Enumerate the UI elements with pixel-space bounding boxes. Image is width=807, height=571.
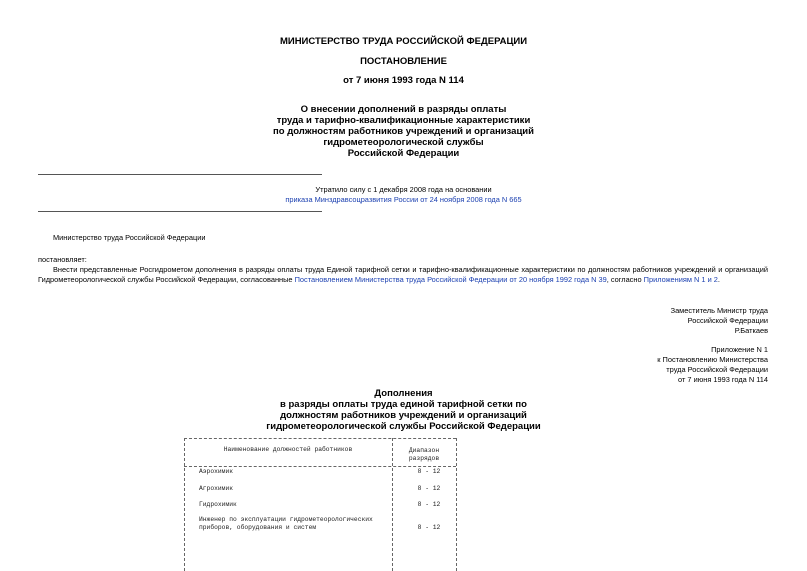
signature-line: Российской Федерации [687, 316, 768, 325]
body-text: . [717, 275, 720, 284]
body-text: Гидрометеорологической службы Российской Федерации, согласованные [38, 275, 295, 284]
position-name: Агрохимик [199, 485, 234, 492]
document-title-line: гидрометеорологической службы [323, 137, 484, 148]
repeal-order-link[interactable]: приказа Минздравсоцразвития России от 24 ноября 2008 года N 665 [285, 195, 522, 204]
document-title-line: труда и тарифно-квалификационные характеристики [276, 115, 531, 126]
appendix-title-line: Дополнения [374, 388, 433, 399]
document-title-line: О внесении дополнений в разряды оплаты [300, 104, 507, 115]
divider [38, 174, 322, 175]
column-header-name: Наименование должностей работников [223, 446, 353, 453]
appendices-link[interactable]: Приложениям N 1 и 2 [643, 275, 718, 284]
appendix-ref-line: труда Российской Федерации [666, 365, 768, 374]
document-date: от 7 июня 1993 года N 114 [343, 75, 464, 86]
document-type: ПОСТАНОВЛЕНИЕ [360, 56, 447, 67]
grade-range: 8 - 12 [417, 485, 441, 492]
body-text: , согласно [606, 275, 644, 284]
resolution-link[interactable]: Постановлением Министерства труда Российской Федерации от 20 ноября 1992 года N 39 [294, 275, 607, 284]
grade-range: 8 - 12 [417, 524, 441, 531]
ministry-heading: МИНИСТЕРСТВО ТРУДА РОССИЙСКОЙ ФЕДЕРАЦИИ [279, 36, 528, 47]
appendix-ref-line: Приложение N 1 [711, 345, 768, 354]
appendix-title-line: гидрометеорологической службы Российской Федерации [266, 421, 541, 432]
body-paragraph-line [38, 275, 778, 285]
position-name: приборов, оборудования и систем [199, 524, 317, 531]
position-name: Гидрохимик [199, 501, 237, 508]
position-name: Аэрохимик [199, 468, 234, 475]
grade-range: 8 - 12 [417, 468, 441, 475]
signature-line: Заместитель Министр труда [670, 306, 768, 315]
signature-line: Р.Баткаев [734, 326, 768, 335]
column-header-range: Диапазон [408, 447, 440, 454]
appendix-ref-line: от 7 июня 1993 года N 114 [678, 375, 768, 384]
column-header-range: разрядов [408, 455, 440, 462]
appendix-title-line: в разряды оплаты труда единой тарифной сетки по [280, 399, 527, 410]
decides-text: постановляет: [38, 255, 87, 264]
document-title-line: по должностям работников учреждений и организаций [273, 126, 534, 137]
table-border [184, 438, 456, 439]
appendix-title-line: должностям работников учреждений и организаций [280, 410, 527, 421]
document-title-line: Российской Федерации [347, 148, 460, 159]
divider [38, 211, 322, 212]
issuer-text: Министерство труда Российской Федерации [53, 233, 206, 242]
table-border [184, 466, 456, 467]
appendix-ref-line: к Постановлению Министерства [657, 355, 768, 364]
table-border [184, 438, 185, 571]
position-name: Инженер по эксплуатации гидрометеорологических [199, 516, 373, 523]
grade-range: 8 - 12 [417, 501, 441, 508]
body-paragraph-line: Внести представленные Росгидрометом дополнения в разряды оплаты труда Единой тарифной сетки и тарифно-квалификационные характеристики по должностям работников учреждений и организаций [53, 265, 768, 274]
status-text: Утратило силу с 1 декабря 2008 года на основании [315, 185, 492, 194]
